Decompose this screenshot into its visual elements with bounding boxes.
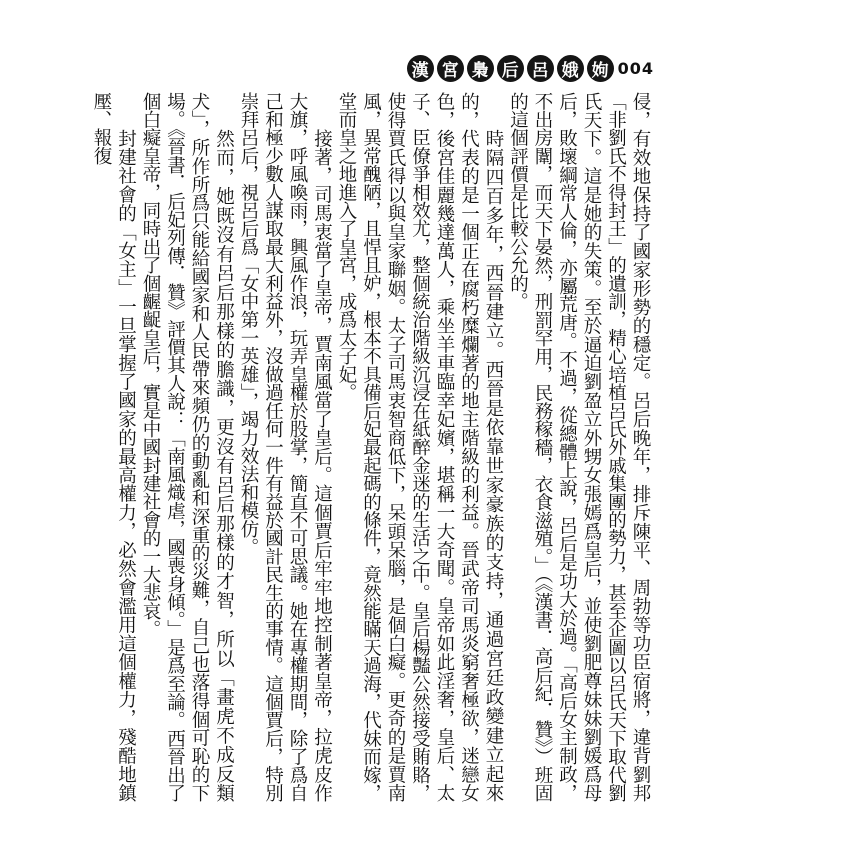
title-char: 漢 <box>407 55 434 82</box>
paragraph: 封建社會的「女主」一旦掌握了國家的最高權力，必然會濫用這個權力，殘酷地鎮壓、報復 <box>91 92 137 802</box>
body-text <box>91 92 652 802</box>
title-char: 姁 <box>587 55 614 82</box>
running-title <box>407 55 614 82</box>
page-header <box>407 55 654 82</box>
paragraph: 然而，她既沒有呂后那樣的膽識，更沒有呂后那樣的才智，所以「畫虎不成反類犬」，所作所爲只能給國家和人民帶來頻仍的動亂和深重的災難，自己也落得個可恥的下場。《晉書．后妃列傳．贊》評價其人說：「南風熾虐，國喪身傾。」是爲至論。西晉出了個白癡皇帝，同時出了個齷齪皇后，實是中國封建社會的一大悲哀。 <box>140 92 235 802</box>
page-number: 004 <box>617 59 654 78</box>
paragraph: 侵，有效地保持了國家形勢的穩定。呂后晚年，排斥陳平、周勃等功臣宿將，違背劉邦「非劉氏不得封王」的遺訓，精心培植呂氏外戚集團的勢力，甚至企圖以呂氏天下取代劉氏天下。這是她的失策。至於逼迫劉盈立外甥女張嫣爲皇后，並使劉肥尊妹妹劉媛爲母后，敗壞綱常人倫，亦屬荒唐。不過，從總體上說，呂后是功大於過。「高后女主制政，不出房闈，而天下晏然，刑罰罕用，民務稼穡，衣食滋殖。」（《漢書．高后紀．贊》）班固的這個評價是比較公允的。 <box>507 92 651 802</box>
title-char: 呂 <box>527 55 554 82</box>
paragraph: 時隔四百多年，西晉建立。西晉是依靠世家豪族的支持，通過宮廷政變建立起來的，代表的是一個正在腐朽糜爛著的地主階級的利益。晉武帝司馬炎窮奢極欲，迷戀女色，後宮佳麗幾達萬人，乘坐羊車臨幸妃嬪，堪稱一大奇聞。皇帝如此淫奢，皇后、太子、臣僚爭相效尤，整個統治階級沉浸在紙醉金迷的生活之中。皇后楊豔公然接受賄賂，使得賈氏得以與皇家聯姻。太子司馬衷智商低下，呆頭呆腦，是個白癡。更奇的是賈南風，異常醜陋，且悍且妒，根本不具備后妃最起碼的條件，竟然能瞞天過海，代妹而嫁，堂而皇之地進入了皇宮，成爲太子妃。 <box>336 92 504 802</box>
title-char: 宮 <box>437 55 464 82</box>
title-char: 梟 <box>467 55 494 82</box>
title-char: 娥 <box>557 55 584 82</box>
paragraph: 接著，司馬衷當了皇帝，賈南風當了皇后。這個賈后牢牢地控制著皇帝，拉虎皮作大旗，呼風喚雨，興風作浪，玩弄皇權於股掌，簡直不可思議。她在專權期間，除了爲自己和極少數人謀取最大利益外，沒做過任何一件有益於國計民生的事情。這個賈后，特別崇拜呂后，視呂后爲「女中第一英雄」，竭力效法和模仿。 <box>238 92 333 802</box>
title-char: 后 <box>497 55 524 82</box>
